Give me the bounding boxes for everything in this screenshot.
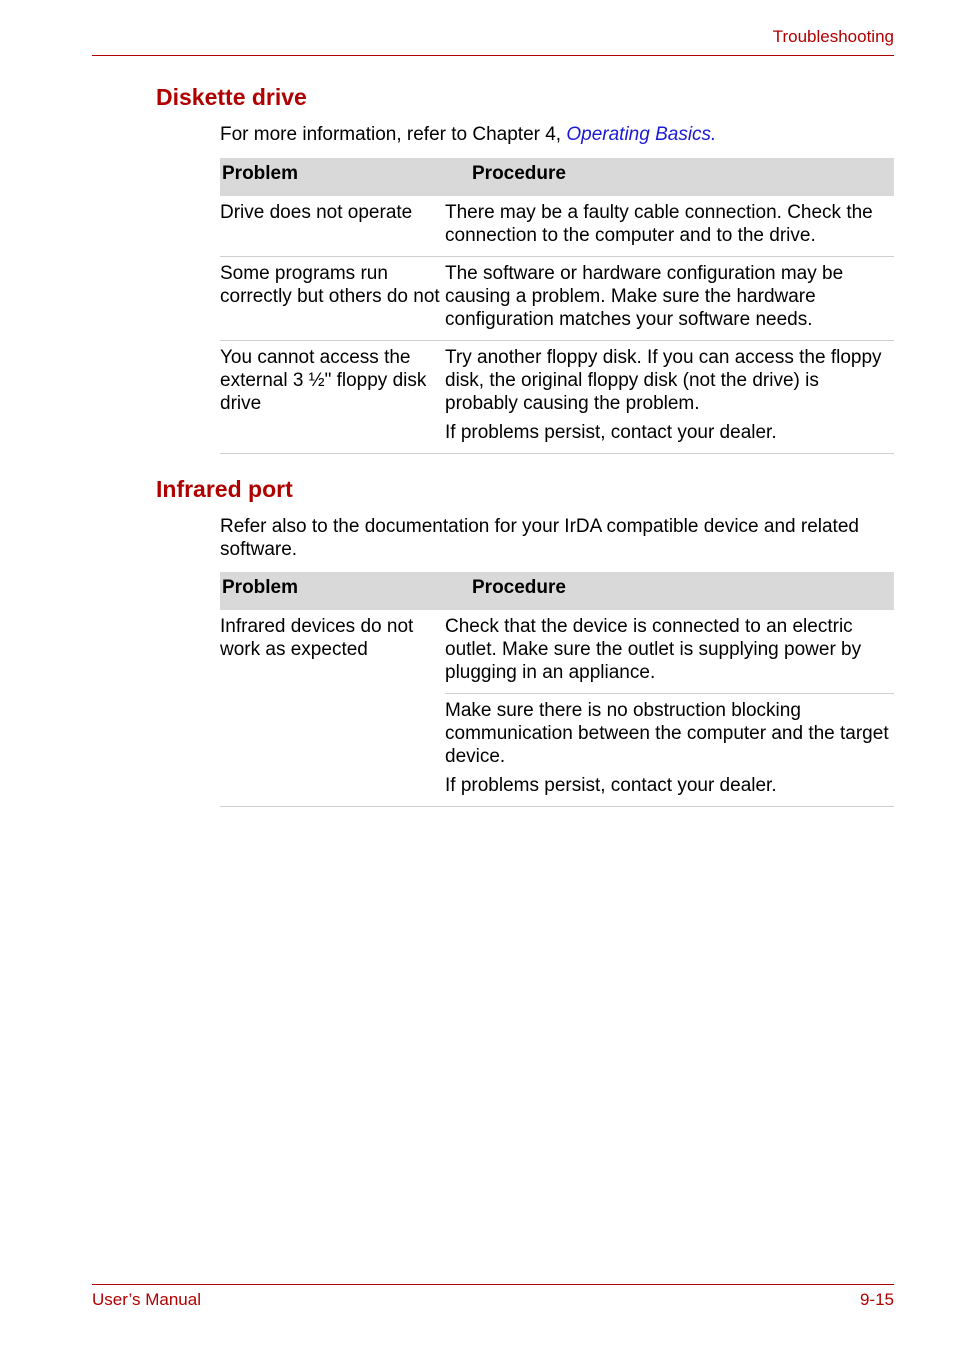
diskette-intro-text: For more information, refer to Chapter 4,: [220, 124, 567, 145]
diskette-intro: [220, 123, 880, 146]
procedure-cell: Check that the device is connected to an electric outlet. Make sure the outlet is supplying power by plugging in an appliance.: [445, 610, 894, 694]
header-rule: [92, 55, 894, 56]
table-row: [220, 196, 894, 257]
column-header-problem: Problem: [220, 572, 445, 610]
column-header-procedure: Procedure: [445, 158, 894, 196]
table-header-row: [220, 572, 894, 610]
problem-cell-continued: [220, 694, 445, 807]
section-heading-infrared: Infrared port: [156, 476, 293, 502]
procedure-cell: [445, 694, 894, 807]
problem-cell: Some programs run correctly but others do not: [220, 257, 445, 341]
footer-rule: [92, 1284, 894, 1285]
problem-cell: You cannot access the external 3 ½" floppy disk drive: [220, 341, 445, 454]
infrared-table: [220, 572, 894, 807]
section-heading-diskette: Diskette drive: [156, 84, 307, 110]
procedure-text: Try another floppy disk. If you can access the floppy disk, the original floppy disk (not the drive) is probably causing the problem.: [445, 347, 882, 414]
procedure-cell: There may be a faulty cable connection. Check the connection to the computer and to the drive.: [445, 196, 894, 257]
chapter-link[interactable]: Operating Basics.: [566, 124, 717, 145]
procedure-cell: [445, 341, 894, 454]
procedure-note: If problems persist, contact your dealer.: [445, 775, 777, 796]
problem-cell: Infrared devices do not work as expected: [220, 616, 414, 660]
infrared-intro: Refer also to the documentation for your IrDA compatible device and related software.: [220, 516, 859, 560]
column-header-procedure: Procedure: [445, 572, 894, 610]
page-number: 9-15: [859, 1290, 894, 1309]
table-row: [220, 610, 894, 694]
table-row: [220, 257, 894, 341]
running-header: Troubleshooting: [772, 27, 894, 46]
problem-cell: Drive does not operate: [220, 196, 445, 257]
diskette-table: [220, 158, 894, 454]
table-row: [220, 694, 894, 807]
table-row: [220, 341, 894, 454]
procedure-cell: The software or hardware configuration may be causing a problem. Make sure the hardware configuration matches your software needs.: [445, 257, 894, 341]
table-header-row: [220, 158, 894, 196]
procedure-note: If problems persist, contact your dealer.: [445, 422, 777, 443]
column-header-problem: Problem: [220, 158, 445, 196]
footer-manual-title: User’s Manual: [92, 1290, 201, 1309]
procedure-text: Make sure there is no obstruction blocking communication between the computer and the target device.: [445, 700, 889, 767]
